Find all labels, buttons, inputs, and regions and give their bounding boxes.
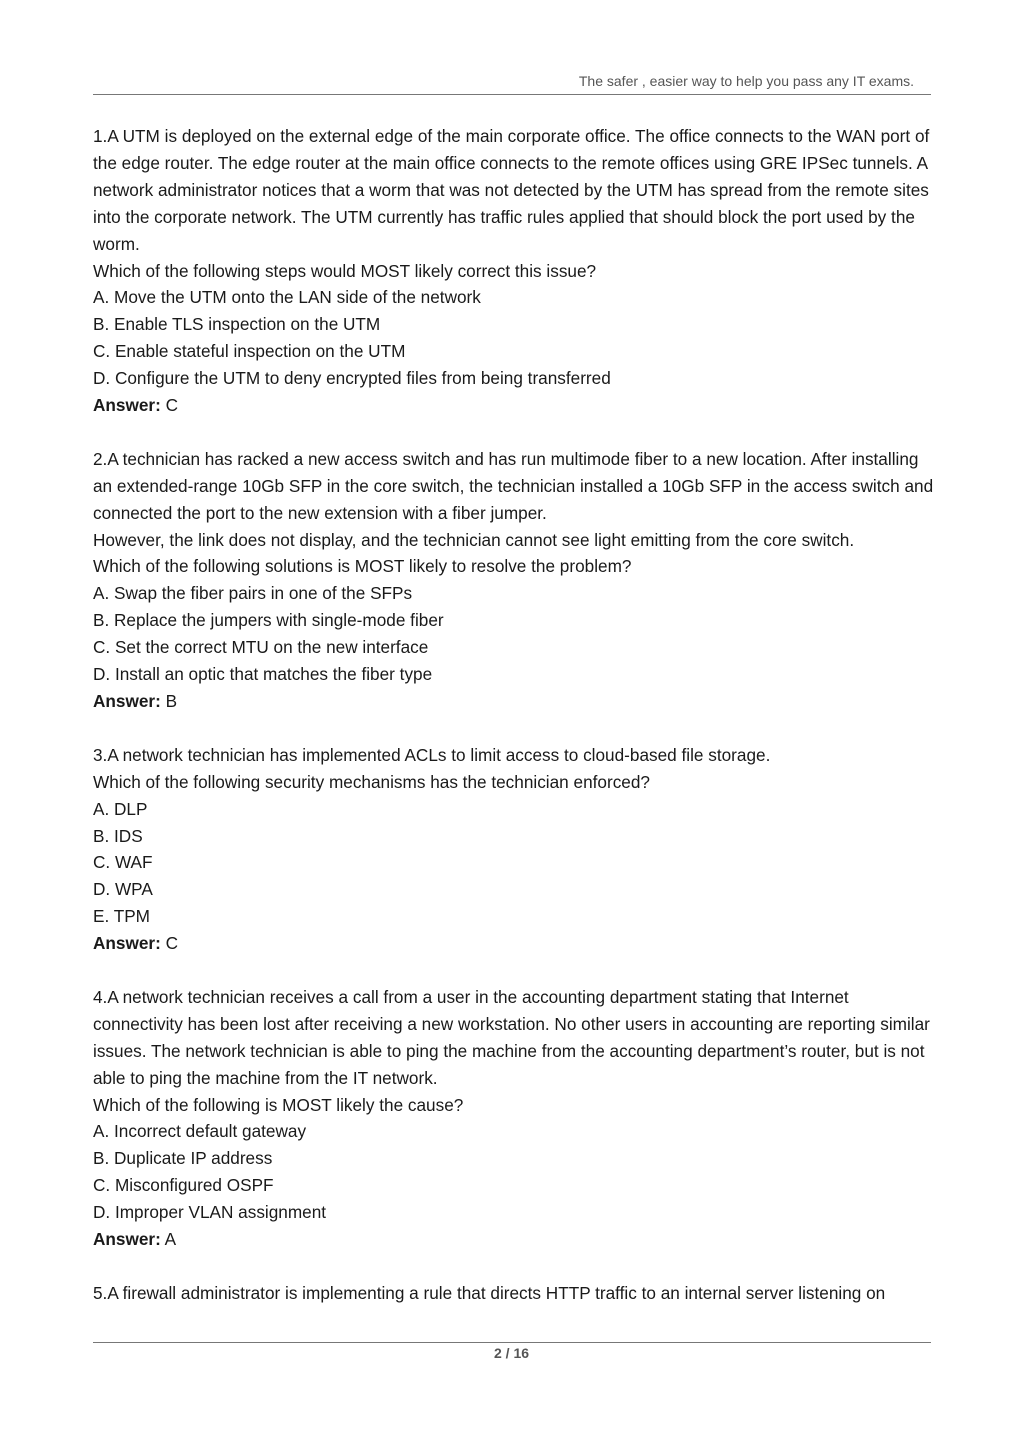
option-d: D. WPA: [93, 879, 153, 900]
question-stem-continued: However, the link does not display, and the technician cannot see light emitting from the core switch.: [93, 529, 855, 550]
option-d: D. Install an optic that matches the fiber type: [93, 664, 433, 685]
option-d: D. Improper VLAN assignment: [93, 1202, 327, 1223]
question-stem: 2.A technician has racked a new access switch and has run multimode fiber to a new location. After installing an extended-range 10Gb SFP in the core switch, the technician installed a 10Gb SFP in the access switch and connected the port to the new extension with a fiber jumper.: [93, 448, 934, 523]
question-3: [93, 742, 938, 957]
answer-label: Answer:: [93, 1229, 161, 1250]
option-b: B. Duplicate IP address: [93, 1148, 273, 1169]
option-b: B. Enable TLS inspection on the UTM: [93, 314, 381, 335]
option-c: C. Set the correct MTU on the new interface: [93, 637, 429, 658]
page-number: 2 / 16: [493, 1345, 530, 1361]
option-a: A. Incorrect default gateway: [93, 1121, 307, 1142]
option-a: A. Swap the fiber pairs in one of the SFPs: [93, 583, 413, 604]
question-list: [93, 123, 938, 1334]
option-d: D. Configure the UTM to deny encrypted files from being transferred: [93, 368, 611, 389]
option-c: C. WAF: [93, 852, 153, 873]
question-stem: 4.A network technician receives a call from a user in the accounting department stating that Internet connectivity has been lost after receiving a new workstation. No other users in accounting are reporting similar issues. The network technician is able to ping the machine from the accounting department’s router, but is not able to ping the machine from the IT network.: [93, 986, 930, 1088]
answer-value: B: [160, 691, 178, 712]
question-stem: 1.A UTM is deployed on the external edge of the main corporate office. The office connects to the WAN port of the edge router. The edge router at the main office connects to the remote offices using GRE IPSec tunnels. A network administrator notices that a worm that was not detected by the UTM has spread from the remote sites into the corporate network. The UTM currently has traffic rules applied that should block the port used by the worm.: [93, 126, 930, 254]
answer-label: Answer:: [93, 395, 161, 416]
answer-line: [93, 930, 938, 957]
footer-divider: [93, 1342, 931, 1343]
answer-line: [93, 392, 938, 419]
answer-value: C: [160, 395, 178, 416]
option-c: C. Misconfigured OSPF: [93, 1175, 274, 1196]
option-b: B. Replace the jumpers with single-mode fiber: [93, 610, 444, 631]
question-2: [93, 446, 938, 715]
answer-line: [93, 688, 938, 715]
option-e: E. TPM: [93, 906, 150, 927]
answer-label: Answer:: [93, 691, 161, 712]
question-prompt: Which of the following steps would MOST likely correct this issue?: [93, 260, 597, 281]
answer-value: C: [160, 933, 178, 954]
question-prompt: Which of the following is MOST likely the cause?: [93, 1094, 464, 1115]
header-tagline: The safer , easier way to help you pass any IT exams.: [578, 73, 914, 89]
option-b: B. IDS: [93, 825, 143, 846]
question-1: [93, 123, 938, 419]
answer-line: [93, 1226, 938, 1253]
option-c: C. Enable stateful inspection on the UTM: [93, 341, 406, 362]
question-4: [93, 984, 938, 1253]
question-5: [93, 1280, 938, 1307]
question-stem: 5.A firewall administrator is implementing a rule that directs HTTP traffic to an internal server listening on: [93, 1282, 886, 1303]
question-prompt: Which of the following security mechanisms has the technician enforced?: [93, 771, 650, 792]
question-prompt: Which of the following solutions is MOST likely to resolve the problem?: [93, 556, 632, 577]
answer-label: Answer:: [93, 933, 161, 954]
question-stem: 3.A network technician has implemented ACLs to limit access to cloud-based file storage.: [93, 744, 771, 765]
option-a: A. DLP: [93, 798, 148, 819]
option-a: A. Move the UTM onto the LAN side of the network: [93, 287, 481, 308]
answer-value: A: [160, 1229, 177, 1250]
header-divider: [93, 94, 931, 95]
